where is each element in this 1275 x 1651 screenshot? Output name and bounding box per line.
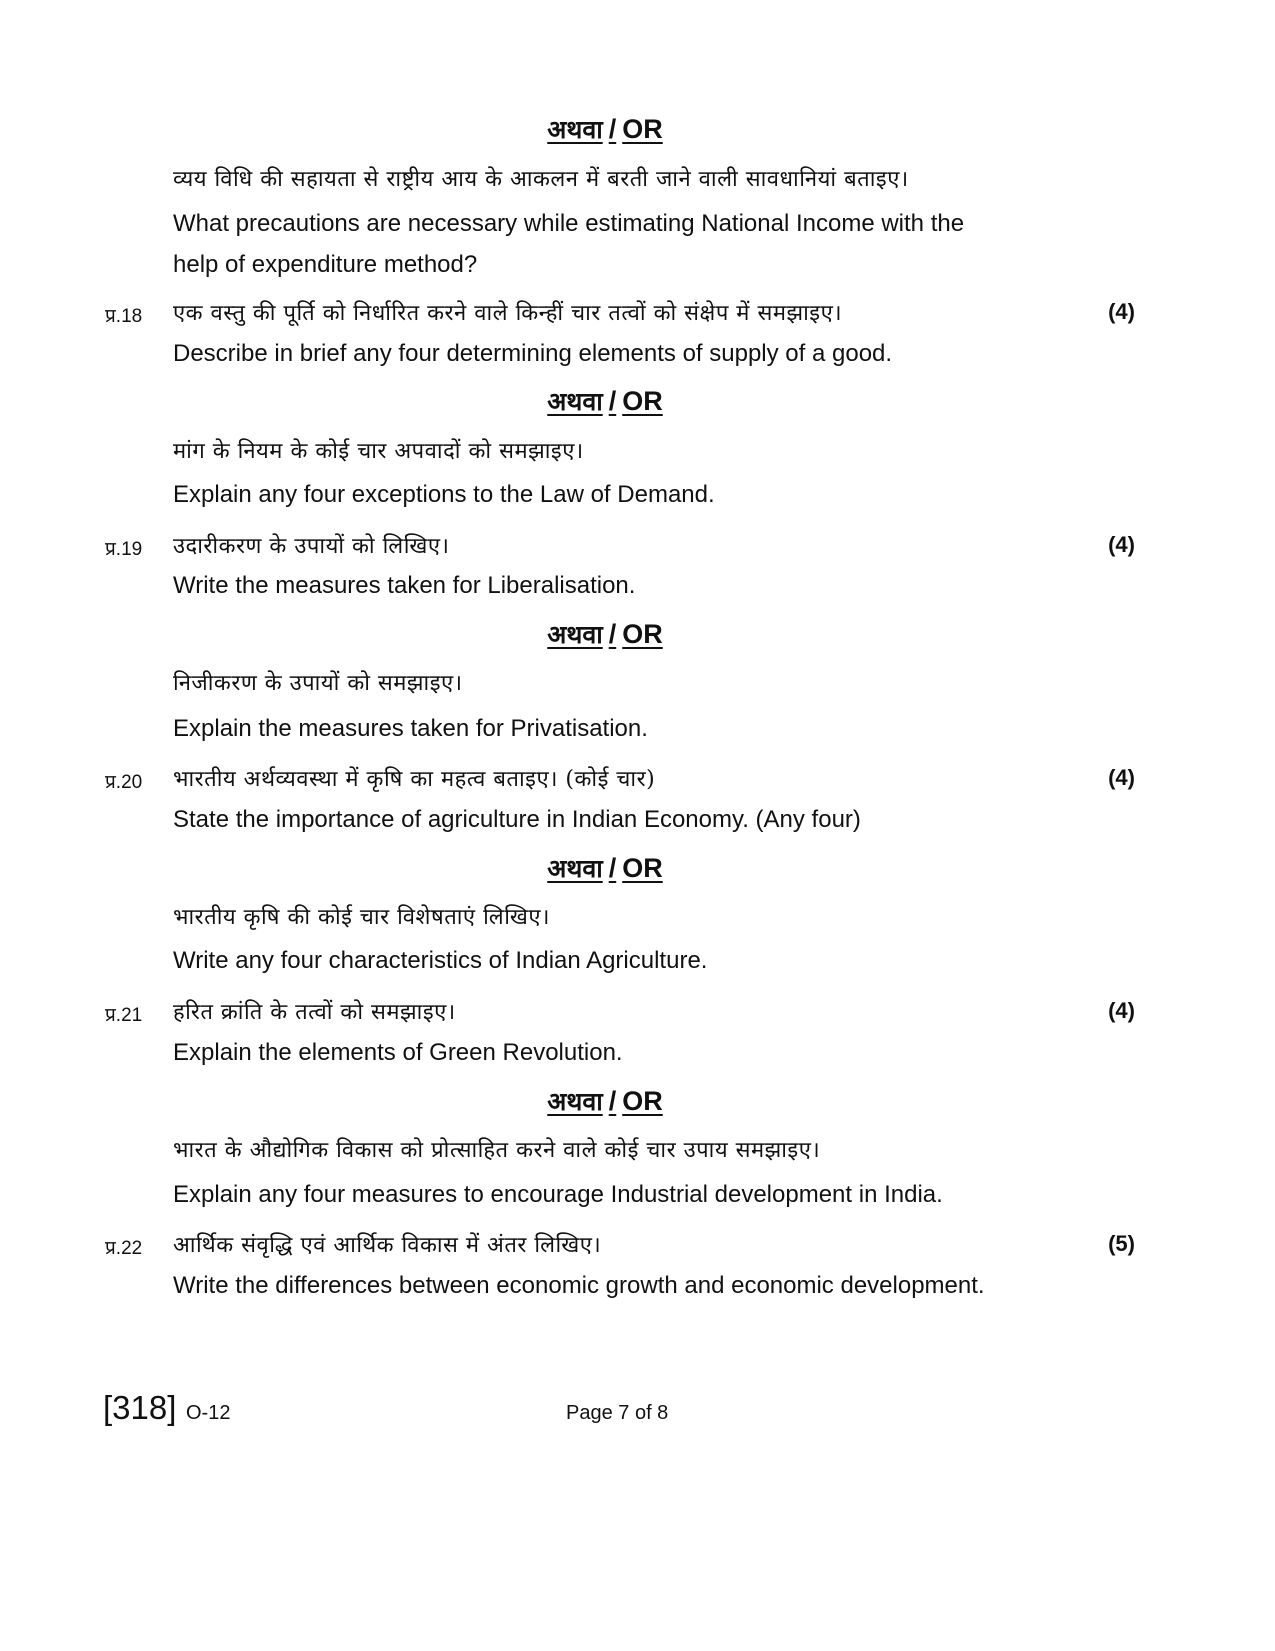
- paper-set: O-12: [186, 1402, 231, 1424]
- or-slash: /: [608, 386, 617, 416]
- or-hindi: अथवा: [547, 1087, 603, 1116]
- page-number: Page 7 of 8: [566, 1402, 669, 1424]
- question-text-hindi: व्यय विधि की सहायता से राष्ट्रीय आय के आकलन में बरती जाने वाली सावधानियां बताइए।: [173, 167, 909, 192]
- question-text-english: Explain the elements of Green Revolution.: [173, 1039, 623, 1066]
- question-text-hindi: मांग के नियम के कोई चार अपवादों को समझाइए।: [173, 439, 584, 464]
- question-text-english: Describe in brief any four determining elements of supply of a good.: [173, 340, 893, 367]
- or-english: OR: [622, 386, 663, 416]
- question-text-hindi: एक वस्तु की पूर्ति को निर्धारित करने वाले किन्हीं चार तत्वों को संक्षेप में समझाइए।: [173, 301, 843, 326]
- paper-code: [318]: [103, 1389, 177, 1426]
- or-english: OR: [622, 114, 663, 144]
- question-number: प्र.21: [105, 1005, 143, 1026]
- question-text-hindi: भारतीय कृषि की कोई चार विशेषताएं लिखिए।: [173, 905, 550, 930]
- or-hindi: अथवा: [547, 854, 603, 883]
- question-marks: (5): [1108, 1231, 1135, 1256]
- or-english: OR: [622, 619, 663, 649]
- question-text-english: Write the measures taken for Liberalisation.: [173, 572, 636, 599]
- or-separator: [0, 1084, 1210, 1118]
- question-text-hindi: हरित क्रांति के तत्वों को समझाइए।: [173, 1000, 456, 1025]
- question-marks: (4): [1108, 765, 1135, 790]
- or-slash: /: [608, 619, 617, 649]
- question-text-english: Explain any four measures to encourage Industrial development in India.: [173, 1181, 943, 1208]
- question-number: प्र.18: [105, 306, 143, 327]
- question-marks: (4): [1108, 998, 1135, 1023]
- question-text-hindi: भारतीय अर्थव्यवस्था में कृषि का महत्व बताइए। (कोई चार): [173, 767, 656, 792]
- question-marks: (4): [1108, 532, 1135, 557]
- or-english: OR: [622, 853, 663, 883]
- question-text-english: Explain the measures taken for Privatisation.: [173, 715, 648, 742]
- question-text-hindi: निजीकरण के उपायों को समझाइए।: [173, 671, 463, 696]
- or-separator: [0, 851, 1210, 885]
- or-separator: [0, 384, 1210, 418]
- or-slash: /: [608, 853, 617, 883]
- question-text-hindi: उदारीकरण के उपायों को लिखिए।: [173, 534, 450, 559]
- or-separator: [0, 617, 1210, 651]
- question-text-english: What precautions are necessary while estimating National Income with the: [173, 210, 965, 237]
- question-number: प्र.19: [105, 539, 143, 560]
- or-hindi: अथवा: [547, 115, 603, 144]
- question-text-hindi: आर्थिक संवृद्धि एवं आर्थिक विकास में अंतर लिखिए।: [173, 1233, 602, 1258]
- question-text-english: Explain any four exceptions to the Law of Demand.: [173, 481, 715, 508]
- or-slash: /: [608, 1086, 617, 1116]
- question-number: प्र.20: [105, 772, 143, 793]
- question-text-english: State the importance of agriculture in Indian Economy. (Any four): [173, 806, 861, 833]
- question-text-english: Write any four characteristics of Indian Agriculture.: [173, 947, 708, 974]
- or-english: OR: [622, 1086, 663, 1116]
- or-hindi: अथवा: [547, 387, 603, 416]
- question-number: प्र.22: [105, 1238, 143, 1259]
- or-slash: /: [608, 114, 617, 144]
- or-separator: [0, 112, 1210, 146]
- question-text-english: Write the differences between economic growth and economic development.: [173, 1272, 985, 1299]
- question-marks: (4): [1108, 299, 1135, 324]
- question-text-hindi: भारत के औद्योगिक विकास को प्रोत्साहित करने वाले कोई चार उपाय समझाइए।: [173, 1138, 821, 1163]
- or-hindi: अथवा: [547, 620, 603, 649]
- question-text-english: help of expenditure method?: [173, 251, 478, 278]
